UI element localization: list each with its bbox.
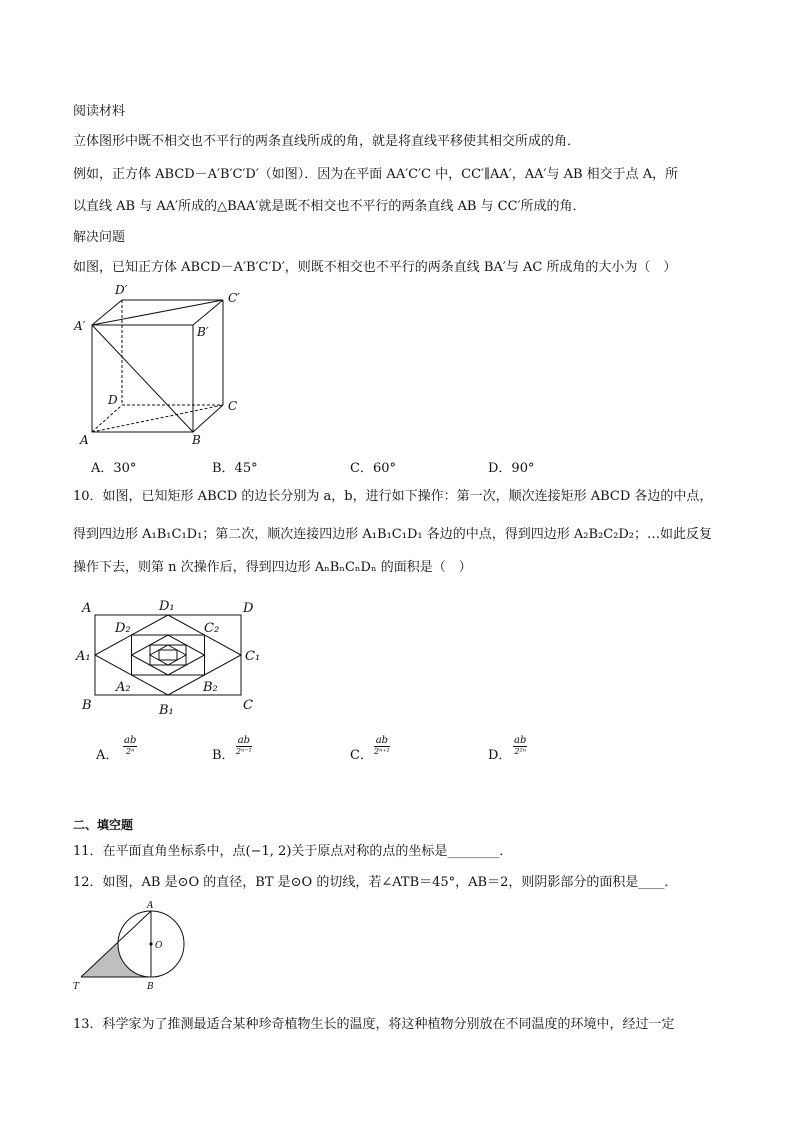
q10-line-1: 10．如图，已知矩形 ABCD 的边长分别为 a，b，进行如下操作：第一次，顺次连接矩形 ABCD 各边的中点， (73, 489, 713, 504)
fig10-label-b1: B₁ (159, 703, 174, 718)
q10-option-d-label: D． (488, 748, 512, 763)
fraction-numerator: ab (237, 735, 251, 746)
fig10-label-a1: A₁ (76, 649, 91, 664)
q10-option-a[interactable] (96, 744, 118, 763)
q10-option-d-fraction (513, 735, 527, 757)
fig12-label-b: B (147, 982, 154, 992)
cube-label-b1: B′ (197, 325, 209, 339)
q10-option-c-fraction (374, 735, 390, 757)
cube-label-d: D (108, 393, 118, 407)
cube-label-c1: C′ (228, 291, 240, 305)
fig10-label-b2: B₂ (203, 680, 218, 695)
section-heading-fill-in: 二、填空题 (73, 818, 134, 832)
q12-text: 12．如图，AB 是⊙O 的直径，BT 是⊙O 的切线，若∠ATB＝45°，AB＝2，则阴影部分的面积是____． (73, 875, 678, 890)
reading-paragraph-1: 立体图形中既不相交也不平行的两条直线所成的角，就是将直线平移使其相交所成的角． (73, 134, 581, 149)
fig12-label-a: A (147, 901, 154, 911)
q11-text: 11．在平面直角坐标系中，点(−1, 2)关于原点对称的点的坐标是________． (73, 844, 513, 859)
option-a[interactable]: A．30° (91, 461, 137, 476)
fraction-denominator: 2ⁿ⁺¹ (374, 747, 390, 756)
fig12-label-t: T (73, 982, 80, 992)
reading-heading: 阅读材料 (73, 104, 126, 119)
cube-label-c: C (228, 399, 238, 413)
option-b[interactable]: B．45° (212, 461, 258, 476)
q13-text: 13．科学家为了推测最适合某种珍奇植物生长的温度，将这种植物分别放在不同温度的环境中，经过一定 (73, 1017, 675, 1032)
option-d[interactable]: D．90° (488, 461, 535, 476)
fig10-label-d2: D₂ (115, 621, 131, 636)
q10-line-2: 得到四边形 A₁B₁C₁D₁；第二次，顺次连接四边形 A₁B₁C₁D₁ 各边的中点，得到四边形 A₂B₂C₂D₂；…如此反复 (73, 527, 712, 542)
circle-tangent-figure (70, 898, 190, 998)
solve-question: 如图，已知正方体 ABCD－A′B′C′D′，则既不相交也不平行的两条直线 BA′与 AC 所成角的大小为（ ） (73, 260, 677, 275)
nested-rectangles-figure (72, 592, 272, 720)
reading-paragraph-2: 例如，正方体 ABCD－A′B′C′D′（如图）．因为在平面 AA′C′C 中，CC′∥AA′，AA′与 AB 相交于点 A，所 (73, 167, 679, 182)
fraction-numerator: ab (124, 735, 137, 746)
fig10-label-a2: A₂ (116, 680, 131, 695)
fraction-numerator: ab (375, 735, 389, 746)
cube-label-a1: A′ (74, 319, 86, 333)
q10-option-a-label: A． (96, 748, 119, 763)
fig10-label-b: B (82, 698, 92, 713)
fig10-label-a: A (82, 601, 92, 616)
q10-option-a-fraction (123, 735, 137, 757)
q10-option-d[interactable] (488, 744, 511, 763)
cube-label-b: B (192, 433, 201, 447)
fraction-numerator: ab (514, 735, 527, 746)
fraction-denominator: 2²ⁿ (514, 747, 526, 756)
q10-option-b-label: B． (212, 748, 235, 763)
center-point (149, 942, 152, 945)
fig12-label-o: O (155, 941, 163, 951)
q10-option-b-fraction (236, 735, 252, 757)
option-c[interactable]: C．60° (350, 461, 396, 476)
cube-figure (68, 280, 258, 450)
q10-option-b[interactable] (212, 744, 235, 763)
fraction-denominator: 2ⁿ⁻¹ (236, 747, 252, 756)
q10-line-3: 操作下去，则第 n 次操作后，得到四边形 AₙBₙCₙDₙ 的面积是（ ） (73, 560, 472, 575)
fig10-label-d1: D₁ (159, 599, 175, 614)
solve-heading: 解决问题 (73, 230, 126, 245)
q10-option-c-label: C． (350, 748, 373, 763)
fig10-label-c1: C₁ (245, 649, 261, 664)
fig10-label-d: D (243, 601, 254, 616)
fraction-denominator: 2ⁿ (126, 747, 135, 756)
q10-option-c[interactable] (350, 744, 373, 763)
cube-label-a: A (80, 433, 89, 447)
fig10-label-c2: C₂ (204, 621, 220, 636)
reading-paragraph-3: 以直线 AB 与 AA′所成的△BAA′就是既不相交也不平行的两条直线 AB 与 CC′所成的角． (73, 199, 586, 214)
fig10-label-c: C (243, 698, 253, 713)
cube-label-d1: D′ (115, 283, 128, 297)
